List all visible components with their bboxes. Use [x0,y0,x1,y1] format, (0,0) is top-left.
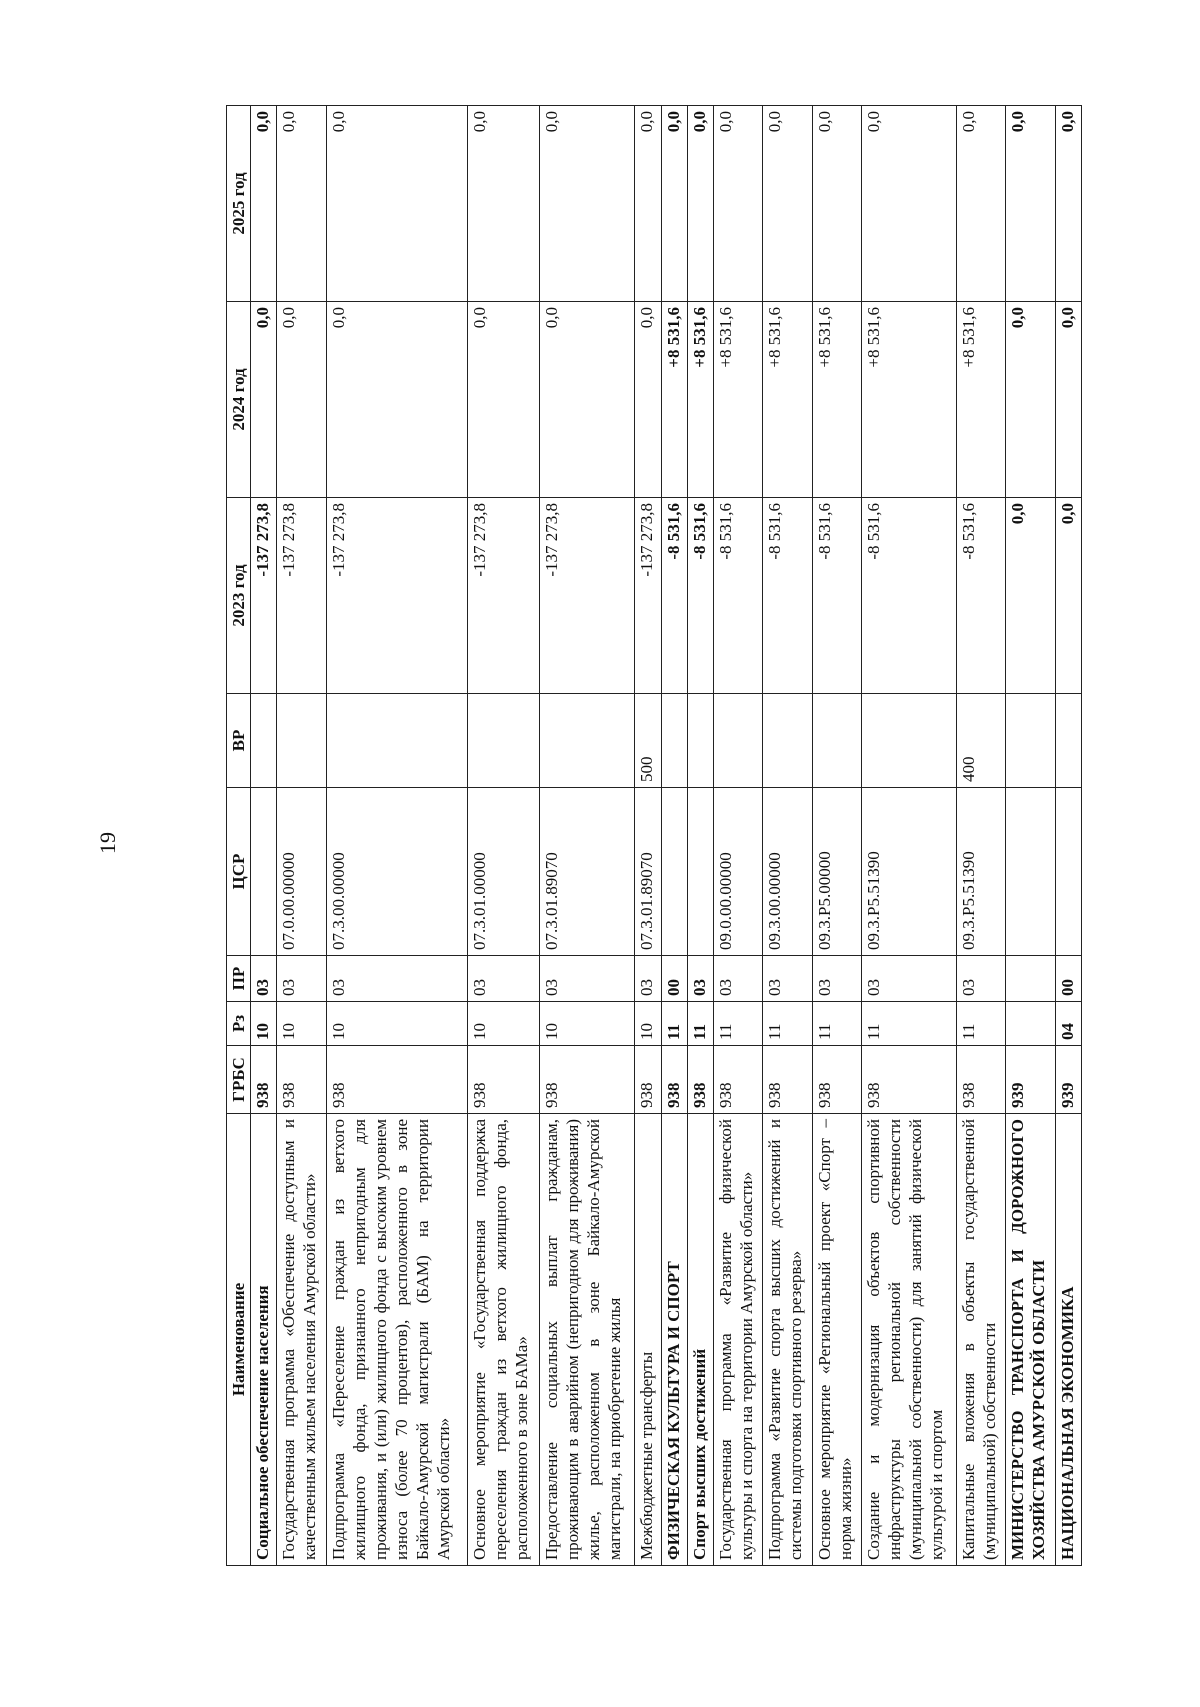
cell-pr: 03 [251,956,277,1002]
cell-csr: 07.3.01.89070 [540,788,635,956]
cell-vr [1055,694,1081,788]
cell-pr: 00 [661,956,687,1002]
cell-rz: 11 [763,1002,812,1046]
cell-rz: 11 [714,1002,763,1046]
table-row [251,106,277,1566]
cell-name: Государственная программа «Обеспечение доступным и качественным жильем населения Амурской области» [277,1114,326,1566]
cell-y2024: 0,0 [326,302,467,498]
cell-vr [1006,694,1055,788]
cell-pr: 03 [326,956,467,1002]
cell-y2025: 0,0 [687,106,713,302]
cell-vr [812,694,861,788]
cell-name: МИНИСТЕРСТВО ТРАНСПОРТА И ДОРОЖНОГО ХОЗЯЙСТВА АМУРСКОЙ ОБЛАСТИ [1006,1114,1055,1566]
cell-name: НАЦИОНАЛЬНАЯ ЭКОНОМИКА [1055,1114,1081,1566]
header-vr: ВР [227,694,251,788]
table-row [812,106,861,1566]
cell-pr: 03 [467,956,539,1002]
cell-y2023: -8 531,6 [861,498,956,694]
cell-vr [326,694,467,788]
table-row [861,106,956,1566]
cell-rz: 11 [687,1002,713,1046]
cell-y2023: 0,0 [1055,498,1081,694]
cell-y2024: +8 531,6 [687,302,713,498]
cell-grbs: 938 [957,1046,1006,1114]
cell-rz: 04 [1055,1002,1081,1046]
cell-y2025: 0,0 [861,106,956,302]
table-row [661,106,687,1566]
cell-y2023: -8 531,6 [812,498,861,694]
cell-name: Капитальные вложения в объекты государственной (муниципальной) собственности [957,1114,1006,1566]
cell-rz: 10 [540,1002,635,1046]
cell-y2025: 0,0 [812,106,861,302]
cell-grbs: 938 [812,1046,861,1114]
table-row [1055,106,1081,1566]
cell-name: Спорт высших достижений [687,1114,713,1566]
cell-csr [687,788,713,956]
cell-grbs: 938 [635,1046,661,1114]
cell-y2024: 0,0 [467,302,539,498]
cell-y2023: 0,0 [1006,498,1055,694]
cell-y2023: -8 531,6 [661,498,687,694]
cell-y2023: -8 531,6 [957,498,1006,694]
cell-grbs: 938 [251,1046,277,1114]
cell-y2023: -8 531,6 [687,498,713,694]
cell-y2025: 0,0 [957,106,1006,302]
header-grbs: ГРБС [227,1046,251,1114]
cell-pr: 03 [763,956,812,1002]
cell-rz: 11 [957,1002,1006,1046]
cell-pr: 03 [861,956,956,1002]
cell-y2024: 0,0 [635,302,661,498]
budget-table-container [226,106,1082,1566]
cell-name: Государственная программа «Развитие физической культуры и спорта на территории Амурской области» [714,1114,763,1566]
cell-csr: 09.3.00.00000 [763,788,812,956]
table-row [635,106,661,1566]
table-row [957,106,1006,1566]
cell-y2025: 0,0 [540,106,635,302]
cell-name: Создание и модернизация объектов спортивной инфраструктуры региональной собственности (муниципальной собственности) для занятий физической культурой и спортом [861,1114,956,1566]
cell-vr [540,694,635,788]
table-row [687,106,713,1566]
cell-csr: 09.3.P5.51390 [861,788,956,956]
cell-pr: 03 [687,956,713,1002]
cell-y2025: 0,0 [1006,106,1055,302]
cell-y2023: -137 273,8 [635,498,661,694]
cell-vr [277,694,326,788]
cell-y2025: 0,0 [467,106,539,302]
cell-y2023: -137 273,8 [277,498,326,694]
budget-table [226,105,1082,1566]
cell-csr: 07.3.00.00000 [326,788,467,956]
cell-rz: 11 [661,1002,687,1046]
header-2023: 2023 год [227,498,251,694]
header-name: Наименование [227,1114,251,1566]
cell-rz: 10 [467,1002,539,1046]
cell-csr [1055,788,1081,956]
cell-csr: 09.3.P5.00000 [812,788,861,956]
cell-name: Основное мероприятие «Государственная поддержка переселения граждан из ветхого жилищного фонда, расположенного в зоне БАМа» [467,1114,539,1566]
cell-rz: 10 [277,1002,326,1046]
cell-vr [861,694,956,788]
cell-pr: 03 [277,956,326,1002]
cell-y2023: -137 273,8 [467,498,539,694]
cell-y2023: -137 273,8 [326,498,467,694]
cell-y2025: 0,0 [277,106,326,302]
cell-pr: 03 [714,956,763,1002]
cell-rz: 11 [861,1002,956,1046]
cell-grbs: 938 [277,1046,326,1114]
header-2024: 2024 год [227,302,251,498]
cell-y2023: -8 531,6 [714,498,763,694]
table-row [326,106,467,1566]
cell-csr [251,788,277,956]
cell-grbs: 939 [1055,1046,1081,1114]
table-row [714,106,763,1566]
cell-name: Межбюджетные трансферты [635,1114,661,1566]
cell-grbs: 938 [326,1046,467,1114]
cell-pr: 03 [540,956,635,1002]
cell-y2025: 0,0 [251,106,277,302]
cell-name: Подпрограмма «Развитие спорта высших достижений и системы подготовки спортивного резерва» [763,1114,812,1566]
cell-grbs: 938 [714,1046,763,1114]
cell-rz: 10 [251,1002,277,1046]
cell-name: ФИЗИЧЕСКАЯ КУЛЬТУРА И СПОРТ [661,1114,687,1566]
cell-vr [661,694,687,788]
cell-y2024: 0,0 [251,302,277,498]
cell-csr: 07.3.01.00000 [467,788,539,956]
cell-rz: 10 [326,1002,467,1046]
cell-vr [763,694,812,788]
header-rz: Рз [227,1002,251,1046]
cell-pr: 03 [957,956,1006,1002]
cell-pr: 03 [635,956,661,1002]
cell-vr [251,694,277,788]
cell-name: Подпрограмма «Переселение граждан из ветхого жилищного фонда, признанного непригодным для проживания, и (или) жилищного фонда с высоким уровнем износа (более 70 процентов), расположенного в зоне Байкало-Амурской магистрали (БАМ) на территории Амурской области» [326,1114,467,1566]
cell-grbs: 939 [1006,1046,1055,1114]
cell-y2024: +8 531,6 [957,302,1006,498]
cell-y2024: 0,0 [1055,302,1081,498]
header-2025: 2025 год [227,106,251,302]
cell-y2024: +8 531,6 [714,302,763,498]
table-row [540,106,635,1566]
cell-pr: 03 [812,956,861,1002]
cell-csr [1006,788,1055,956]
cell-vr [687,694,713,788]
cell-vr [467,694,539,788]
cell-y2023: -137 273,8 [540,498,635,694]
header-csr: ЦСР [227,788,251,956]
cell-y2024: +8 531,6 [661,302,687,498]
cell-grbs: 938 [763,1046,812,1114]
table-row [1006,106,1055,1566]
table-row [467,106,539,1566]
cell-y2025: 0,0 [326,106,467,302]
cell-y2023: -137 273,8 [251,498,277,694]
cell-csr: 09.0.00.00000 [714,788,763,956]
cell-grbs: 938 [861,1046,956,1114]
page-number: 19 [95,832,120,854]
header-pr: ПР [227,956,251,1002]
cell-grbs: 938 [687,1046,713,1114]
table-row [763,106,812,1566]
cell-rz: 10 [635,1002,661,1046]
cell-vr: 400 [957,694,1006,788]
cell-y2024: +8 531,6 [861,302,956,498]
cell-y2025: 0,0 [635,106,661,302]
table-header-row [227,106,251,1566]
cell-grbs: 938 [661,1046,687,1114]
cell-y2025: 0,0 [714,106,763,302]
cell-y2025: 0,0 [661,106,687,302]
cell-name: Основное мероприятие «Региональный проект «Спорт – норма жизни» [812,1114,861,1566]
cell-y2025: 0,0 [1055,106,1081,302]
cell-grbs: 938 [540,1046,635,1114]
table-row [277,106,326,1566]
cell-rz: 11 [812,1002,861,1046]
cell-y2023: -8 531,6 [763,498,812,694]
cell-pr [1006,956,1055,1002]
cell-name: Предоставление социальных выплат гражданам, проживающим в аварийном (непригодном для проживания) жилье, расположенном в зоне Байкало-Амурской магистрали, на приобретение жилья [540,1114,635,1566]
cell-vr [714,694,763,788]
cell-vr: 500 [635,694,661,788]
cell-y2024: 0,0 [277,302,326,498]
cell-pr: 00 [1055,956,1081,1002]
cell-csr: 09.3.P5.51390 [957,788,1006,956]
cell-y2024: 0,0 [1006,302,1055,498]
cell-y2024: 0,0 [540,302,635,498]
cell-y2024: +8 531,6 [812,302,861,498]
cell-csr: 07.3.01.89070 [635,788,661,956]
cell-csr: 07.0.00.00000 [277,788,326,956]
cell-grbs: 938 [467,1046,539,1114]
cell-csr [661,788,687,956]
cell-rz [1006,1002,1055,1046]
cell-y2025: 0,0 [763,106,812,302]
cell-y2024: +8 531,6 [763,302,812,498]
cell-name: Социальное обеспечение населения [251,1114,277,1566]
